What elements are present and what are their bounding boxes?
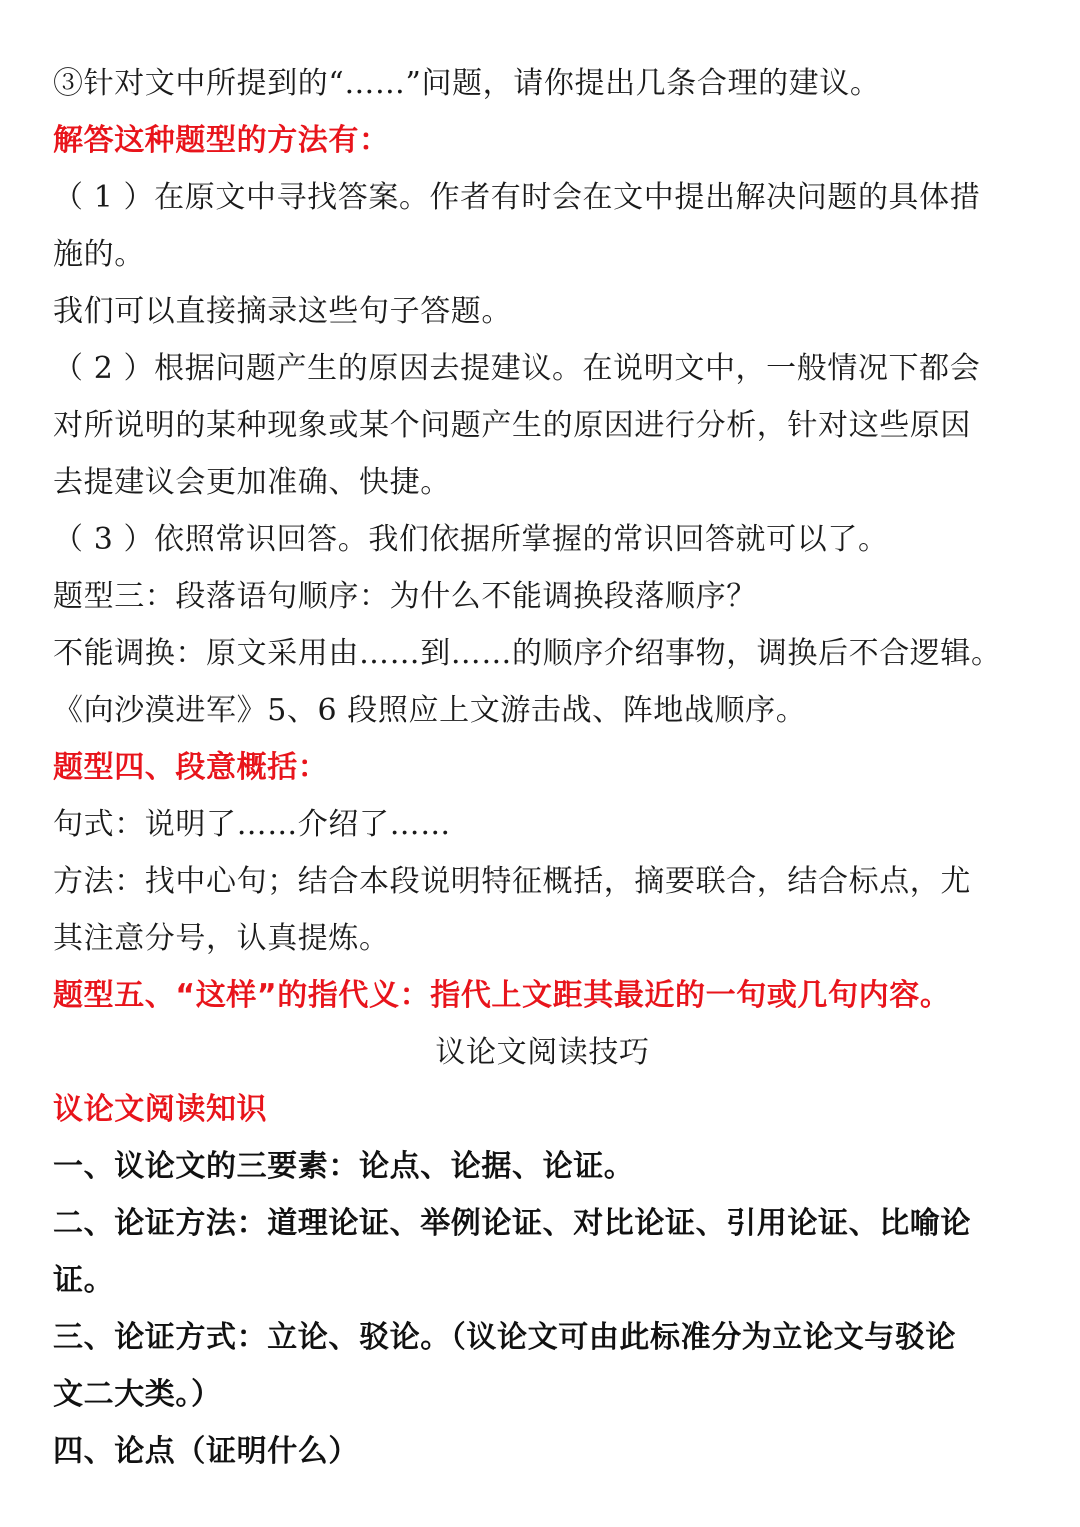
method-3: （ 3 ）依照常识回答。我们依据所掌握的常识回答就可以了。 [53, 522, 889, 557]
type-4-pattern: 句式：说明了……介绍了…… [53, 807, 451, 842]
methods-heading: 解答这种题型的方法有： [53, 123, 390, 158]
knowledge-heading: 议论文阅读知识 [53, 1092, 268, 1127]
method-1-line-3: 我们可以直接摘录这些句子答题。 [53, 294, 512, 329]
knowledge-item-4: 四、论点（证明什么） [53, 1434, 359, 1469]
method-2-line-3: 去提建议会更加准确、快捷。 [53, 465, 451, 500]
method-2-line-2: 对所说明的某种现象或某个问题产生的原因进行分析，针对这些原因 [53, 408, 971, 443]
type-4-method-line-2: 其注意分号，认真提炼。 [53, 921, 390, 956]
type-3-answer: 不能调换：原文采用由……到……的顺序介绍事物，调换后不合逻辑。 [53, 636, 1002, 671]
knowledge-item-2-line-2: 证。 [53, 1263, 115, 1298]
type-3-example: 《向沙漠进军》5、6 段照应上文游击战、阵地战顺序。 [53, 693, 807, 728]
section-title: 议论文阅读技巧 [435, 1035, 650, 1070]
method-1-line-2: 施的。 [53, 237, 145, 272]
type-5-heading: 题型五、“这样”的指代义：指代上文距其最近的一句或几句内容。 [53, 978, 951, 1013]
knowledge-item-2-line-1: 二、论证方法：道理论证、举例论证、对比论证、引用论证、比喻论 [53, 1206, 971, 1241]
method-2-line-1: （ 2 ）根据问题产生的原因去提建议。在说明文中，一般情况下都会 [53, 351, 981, 386]
type-4-method-line-1: 方法：找中心句；结合本段说明特征概括，摘要联合，结合标点，尤 [53, 864, 971, 899]
knowledge-item-1: 一、议论文的三要素：论点、论据、论证。 [53, 1149, 635, 1184]
type-4-heading: 题型四、段意概括： [53, 750, 329, 785]
method-1-line-1: （ 1 ）在原文中寻找答案。作者有时会在文中提出解决问题的具体措 [53, 180, 981, 215]
question-3: ③针对文中所提到的“……”问题，请你提出几条合理的建议。 [53, 66, 881, 101]
knowledge-item-3-line-1: 三、论证方式：立论、驳论。（议论文可由此标准分为立论文与驳论 [53, 1320, 956, 1355]
type-3-question: 题型三：段落语句顺序：为什么不能调换段落顺序？ [53, 579, 757, 614]
knowledge-item-3-line-2: 文二大类。） [53, 1377, 222, 1412]
